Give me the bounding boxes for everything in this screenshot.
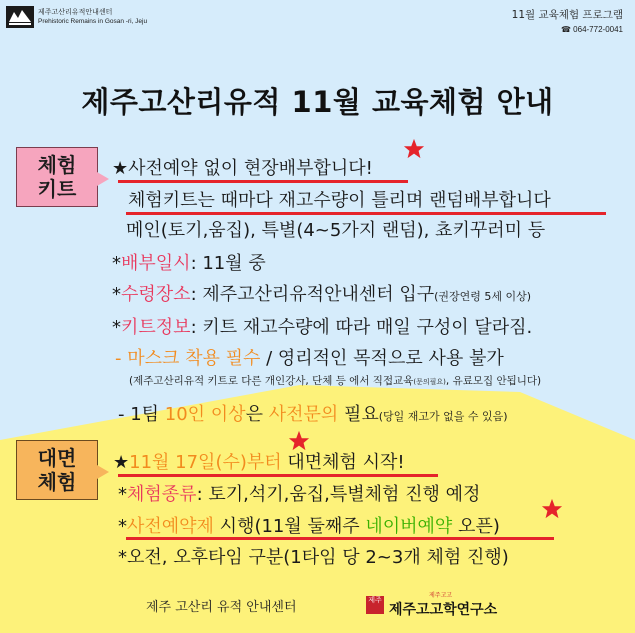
kit-line-1: ★사전예약 없이 현장배부합니다! — [112, 158, 373, 179]
kit-line-7: - 마스크 착용 필수 / 영리적인 목적으로 사용 불가 — [115, 348, 504, 369]
page-title: 제주고산리유적 11월 교육체험 안내 — [81, 85, 554, 119]
institute-sub: 제주고고 — [429, 592, 453, 599]
age-note: (권장연령 5세 이상) — [434, 290, 532, 303]
kit-line-2: 체험키트는 때마다 재고수량이 틀리며 랜덤배부합니다 — [128, 190, 551, 211]
face-tag — [16, 440, 98, 500]
program-header — [512, 7, 623, 34]
face-line-4: *오전, 오후타임 구분(1타임 당 2~3개 체험 진행) — [118, 547, 509, 568]
face-line-1: ★11월 17일(수)부터 대면체험 시작! — [113, 452, 405, 473]
kit-line-4: *배부일시: 11월 중 — [112, 253, 266, 274]
kit-line-9: - 1팀 10인 이상은 사전문의 필요(당일 재고가 없을 수 있음) — [118, 404, 508, 425]
mask-required: 마스크 착용 필수 — [127, 348, 261, 369]
footer-center-name: 제주 고산리 유적 안내센터 — [146, 600, 297, 615]
distribution-date-label: 배부일시 — [121, 253, 191, 274]
kit-line-6: *키트정보: 키트 재고수량에 따라 매일 구성이 달라짐. — [112, 317, 533, 338]
experience-type-label: 체험종류 — [127, 484, 197, 505]
institute-name: 제주고고학연구소 — [389, 602, 498, 618]
underline — [126, 212, 606, 215]
pickup-place-label: 수령장소 — [121, 284, 191, 305]
red-star-icon — [403, 138, 425, 160]
kit-line-8: (제주고산리유적 키트로 다른 개인강사, 단체 등 에서 직접교육(문의필요), 유료모집 안됩니다) — [129, 375, 542, 387]
kit-tag — [16, 147, 98, 207]
seal-icon: 제주 — [366, 596, 384, 614]
kit-info-value: : 키트 재고수량에 따라 매일 구성이 달라짐. — [190, 317, 533, 338]
underline — [118, 474, 438, 477]
kit-tag-line1: 체험 — [37, 153, 77, 177]
logo-english: Prehistoric Remains in Gosan -ri, Jeju — [38, 18, 148, 25]
pickup-place-value: : 제주고산리유적안내센터 입구 — [190, 284, 435, 305]
red-star-icon — [288, 430, 310, 452]
kit-info-label: 키트정보 — [121, 317, 191, 338]
face-line-2: *체험종류: 토기,석기,움집,특별체험 진행 예정 — [118, 484, 481, 505]
face-line-3: *사전예약제 시행(11월 둘째주 네이버예약 오픈) — [118, 516, 500, 537]
logo — [6, 6, 147, 28]
logo-mark-icon — [6, 6, 34, 28]
kit-tag-line2: 키트 — [37, 177, 77, 201]
kit-line-5: *수령장소: 제주고산리유적안내센터 입구(권장연령 5세 이상) — [112, 284, 532, 305]
logo-korean: 제주고산리유적안내센터 — [38, 8, 113, 16]
start-date: 11월 17일(수)부터 — [129, 452, 282, 473]
reservation-label: 사전예약제 — [127, 516, 214, 537]
kit-line-3: 메인(토기,움집), 특별(4~5가지 랜덤), 쵸키꾸러미 등 — [126, 220, 546, 241]
distribution-date-value: : 11월 중 — [190, 253, 266, 274]
red-star-icon — [541, 498, 563, 520]
usage-restriction: / 영리적인 목적으로 사용 불가 — [260, 348, 504, 369]
face-tag-line2: 체험 — [37, 470, 77, 494]
institute-logo — [366, 590, 497, 619]
program-title: 11월 교육체험 프로그램 — [511, 9, 623, 21]
underline — [126, 537, 554, 540]
naver-reservation: 네이버예약 — [365, 516, 453, 537]
face-tag-line1: 대면 — [37, 446, 77, 470]
underline — [118, 180, 408, 183]
phone-number: ☎ 064-772-0041 — [560, 25, 623, 34]
